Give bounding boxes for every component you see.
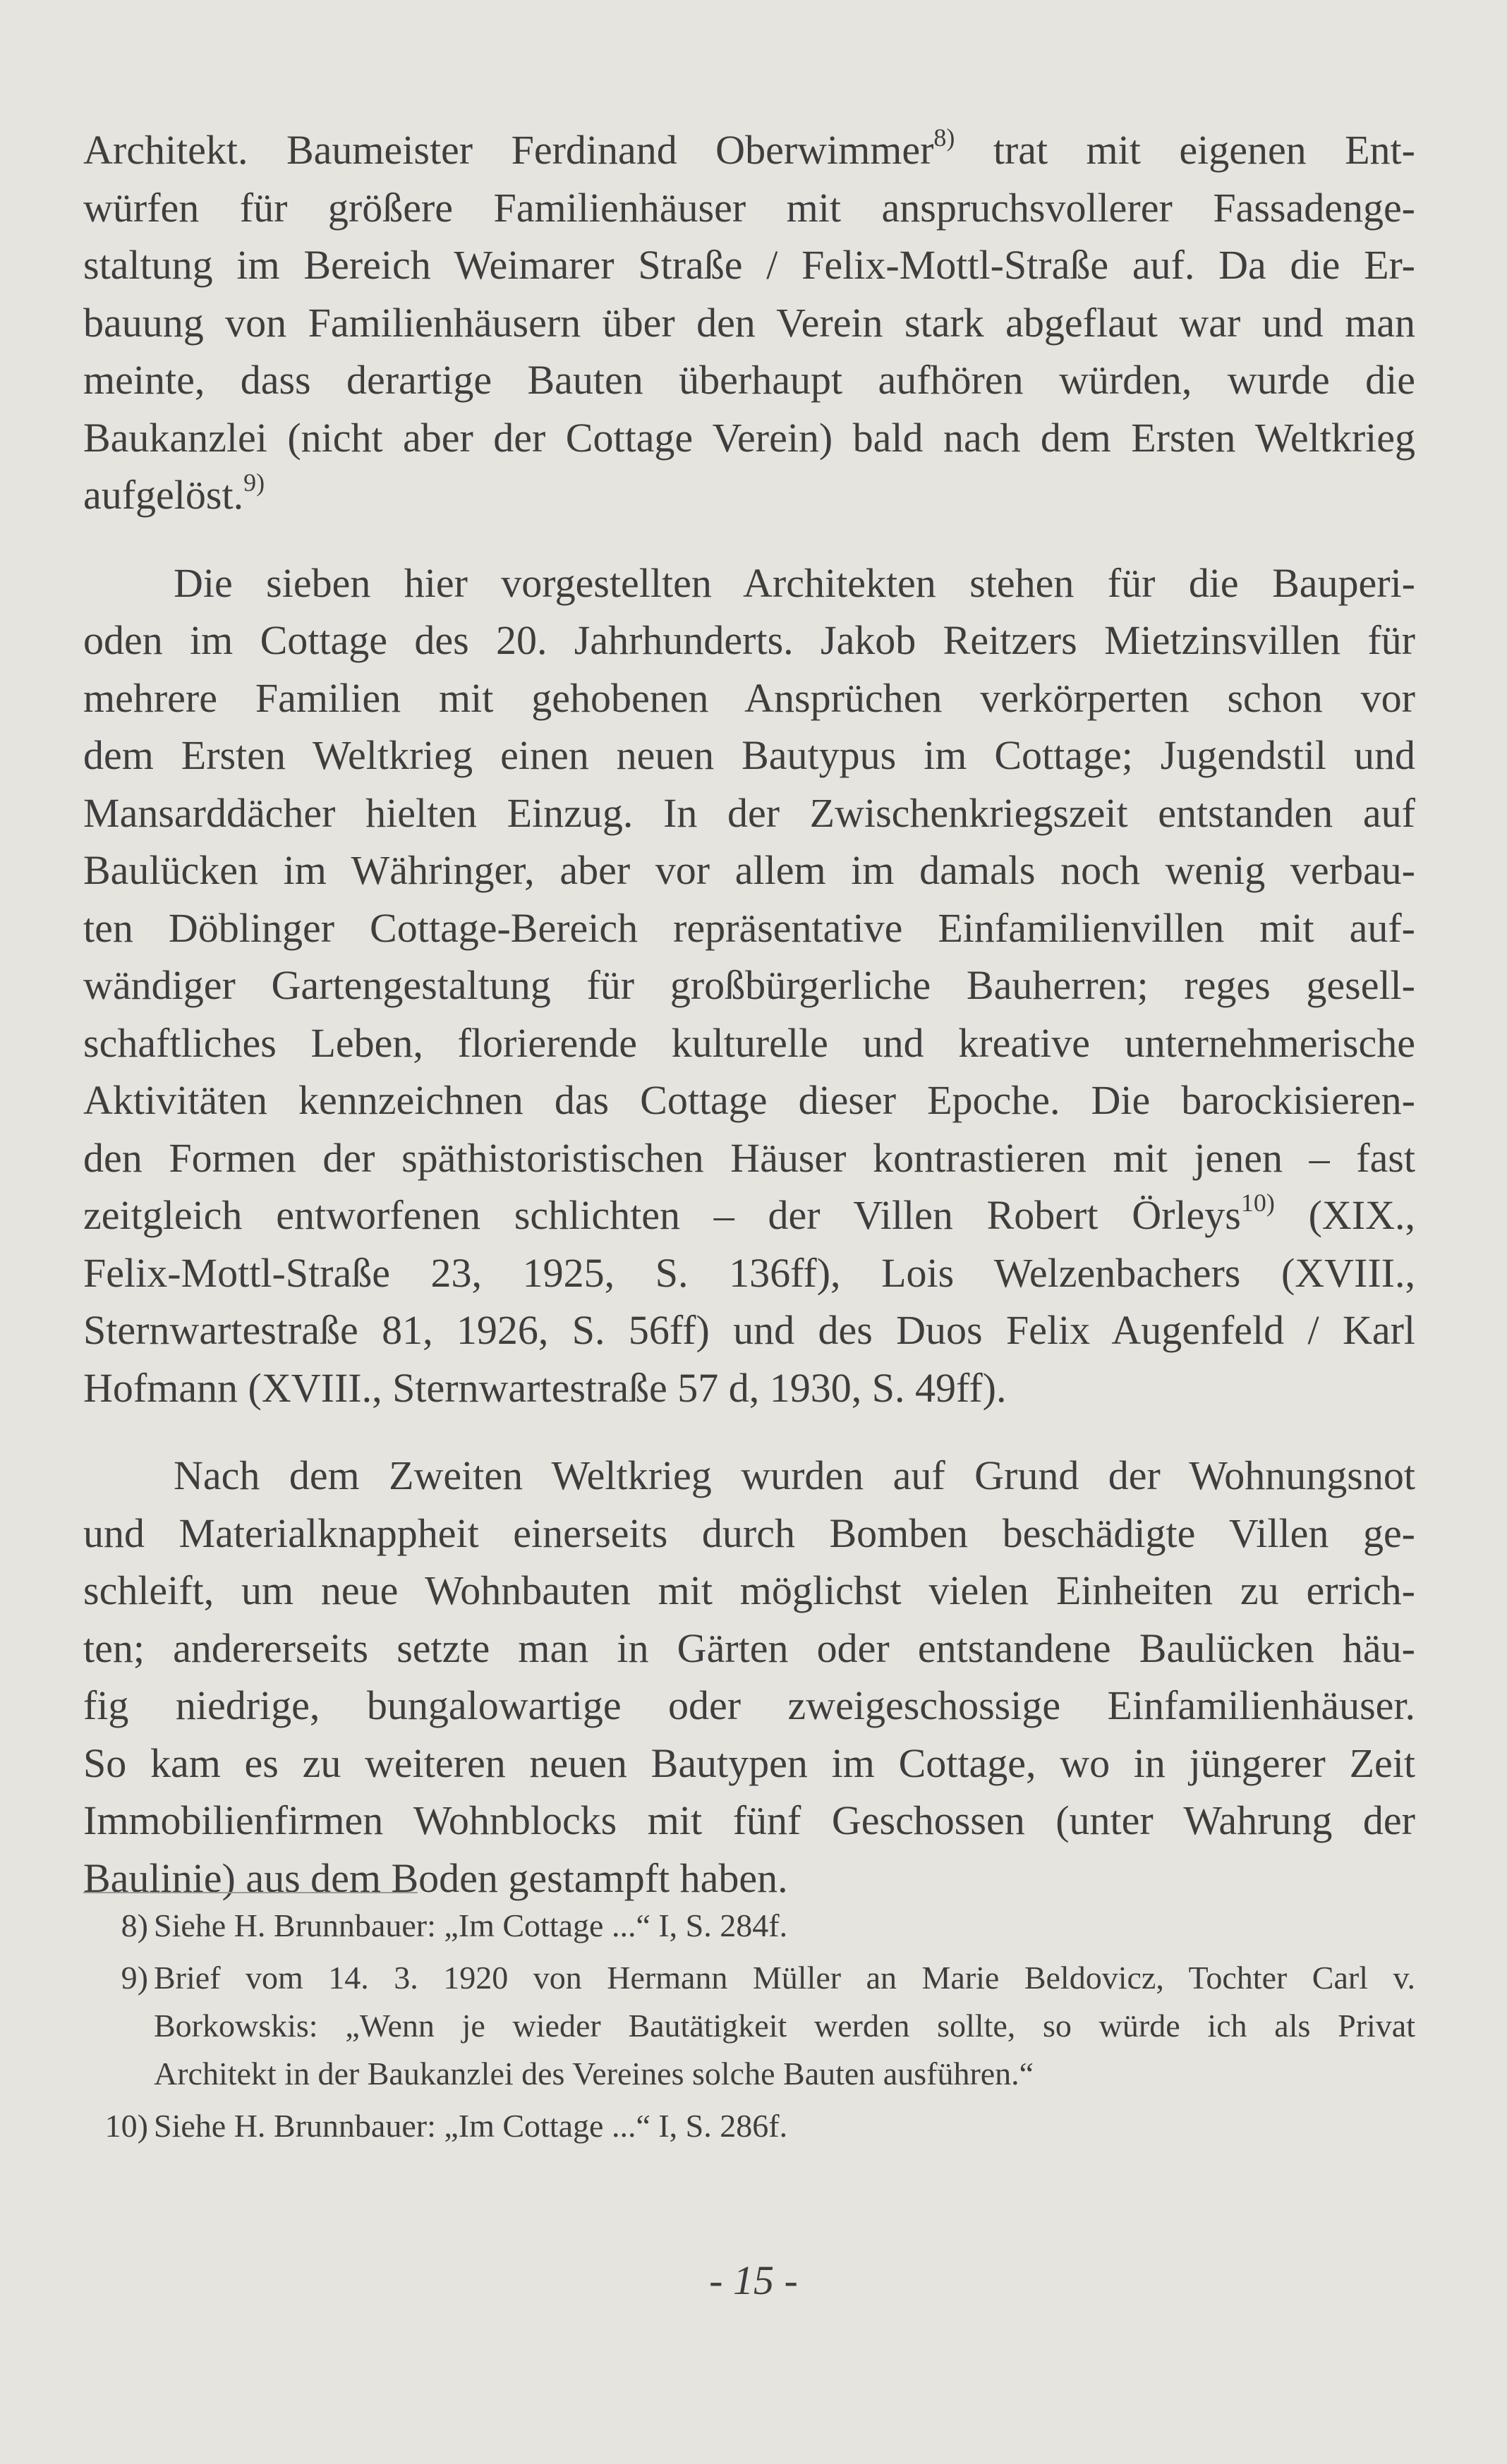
text-run: zeitgleich entworfenen schlichten – der Villen Robert Örleys	[83, 1192, 1241, 1238]
text-line: Die sieben hier vorgestellten Architekten stehen für die Bauperi-	[174, 559, 1415, 606]
text-line: den Formen der späthistoristischen Häuser kontrastieren mit jenen – fast	[83, 1134, 1415, 1181]
body-text	[83, 121, 1415, 1907]
text-line	[83, 121, 1415, 179]
footnote-divider	[83, 1892, 418, 1893]
text-line: dem Ersten Weltkrieg einen neuen Bautypus im Cottage; Jugendstil und	[83, 732, 1415, 778]
footnote-line: Brief vom 14. 3. 1920 von Hermann Müller an Marie Beldovicz, Tochter Carl v.	[154, 1960, 1415, 1996]
text-line: ten; andererseits setzte man in Gärten oder entstandene Baulücken häu-	[83, 1625, 1415, 1671]
text-line: oden im Cottage des 20. Jahrhunderts. Jakob Reitzers Mietzinsvillen für	[83, 617, 1415, 663]
text-line: ten Döblinger Cottage-Bereich repräsentative Einfamilienvillen mit auf-	[83, 904, 1415, 951]
paragraph-3	[83, 1447, 1415, 1907]
text-line: mehrere Familien mit gehobenen Ansprüchen verkörperten schon vor	[83, 674, 1415, 721]
footnote-number: 8)	[121, 1907, 148, 1943]
text-line	[83, 1187, 1415, 1244]
footnote-ref-9: 9)	[243, 468, 265, 497]
text-line	[83, 466, 1415, 524]
page-number: - 15 -	[709, 2257, 798, 2303]
footnote-8	[83, 1902, 1415, 1950]
text-line: Felix-Mottl-Straße 23, 1925, S. 136ff), Lois Welzenbachers (XVIII.,	[83, 1249, 1415, 1296]
footnote-number: 10)	[104, 2108, 148, 2144]
text-line: und Materialknappheit einerseits durch Bomben beschädigte Villen ge-	[83, 1510, 1415, 1556]
footnote-line: Borkowskis: „Wenn je wieder Bautätigkeit werden sollte, so würde ich als Privat	[154, 2008, 1415, 2044]
text-line: Nach dem Zweiten Weltkrieg wurden auf Grund der Wohnungsnot	[174, 1452, 1415, 1498]
text-line: meinte, dass derartige Bauten überhaupt aufhören würden, wurde die	[83, 357, 1415, 403]
footnote-9	[83, 1954, 1415, 2098]
footnote-line: Siehe H. Brunnbauer: „Im Cottage ...“ I, S. 284f.	[154, 1907, 788, 1943]
text-run: Architekt. Baumeister Ferdinand Oberwimmer	[83, 127, 934, 173]
text-line: schleift, um neue Wohnbauten mit möglichst vielen Einheiten zu errich-	[83, 1567, 1415, 1613]
text-line: So kam es zu weiteren neuen Bautypen im Cottage, wo in jüngerer Zeit	[83, 1740, 1415, 1786]
paragraph-2	[83, 554, 1415, 1417]
footnote-text	[154, 1954, 1415, 2098]
text-line: Immobilienfirmen Wohnblocks mit fünf Geschossen (unter Wahrung der	[83, 1797, 1415, 1843]
text-line: staltung im Bereich Weimarer Straße / Felix-Mottl-Straße auf. Da die Er-	[83, 242, 1415, 288]
text-line: Sternwartestraße 81, 1926, S. 56ff) und des Duos Felix Augenfeld / Karl	[83, 1307, 1415, 1353]
text-line: Baulinie) aus dem Boden gestampft haben.	[83, 1855, 788, 1901]
footnote-ref-10: 10)	[1240, 1188, 1275, 1217]
footnote-text	[154, 2102, 1415, 2150]
text-line: Mansarddächer hielten Einzug. In der Zwischenkriegszeit entstanden auf	[83, 789, 1415, 836]
text-line: fig niedrige, bungalowartige oder zweigeschossige Einfamilienhäuser.	[83, 1682, 1415, 1728]
footnote-ref-8: 8)	[933, 123, 955, 152]
text-line: Aktivitäten kennzeichnen das Cottage dieser Epoche. Die barockisieren-	[83, 1077, 1415, 1123]
footnotes	[83, 1902, 1415, 2154]
text-run: (XIX.,	[1274, 1192, 1415, 1238]
footnote-10	[83, 2102, 1415, 2150]
text-line: Hofmann (XVIII., Sternwartestraße 57 d, 1930, S. 49ff).	[83, 1364, 1007, 1411]
text-line: schaftliches Leben, florierende kulturelle und kreative unternehmerische	[83, 1019, 1415, 1066]
text-run: aufgelöst.	[83, 472, 244, 518]
text-line: wändiger Gartengestaltung für großbürgerliche Bauherren; reges gesell-	[83, 962, 1415, 1008]
text-line: würfen für größere Familienhäuser mit anspruchsvollerer Fassadenge-	[83, 184, 1415, 231]
text-run: trat mit eigenen Ent-	[955, 127, 1415, 173]
footnote-line: Siehe H. Brunnbauer: „Im Cottage ...“ I, S. 286f.	[154, 2108, 788, 2144]
text-line: bauung von Familienhäusern über den Verein stark abgeflaut war und man	[83, 299, 1415, 346]
footnote-line: Architekt in der Baukanzlei des Vereines solche Bauten ausführen.“	[154, 2056, 1034, 2092]
text-line: Baukanzlei (nicht aber der Cottage Verein) bald nach dem Ersten Weltkrieg	[83, 414, 1415, 461]
text-line: Baulücken im Währinger, aber vor allem im damals noch wenig verbau-	[83, 847, 1415, 893]
footnote-number: 9)	[121, 1960, 148, 1996]
paragraph-1	[83, 121, 1415, 524]
footnote-text	[154, 1902, 1415, 1950]
